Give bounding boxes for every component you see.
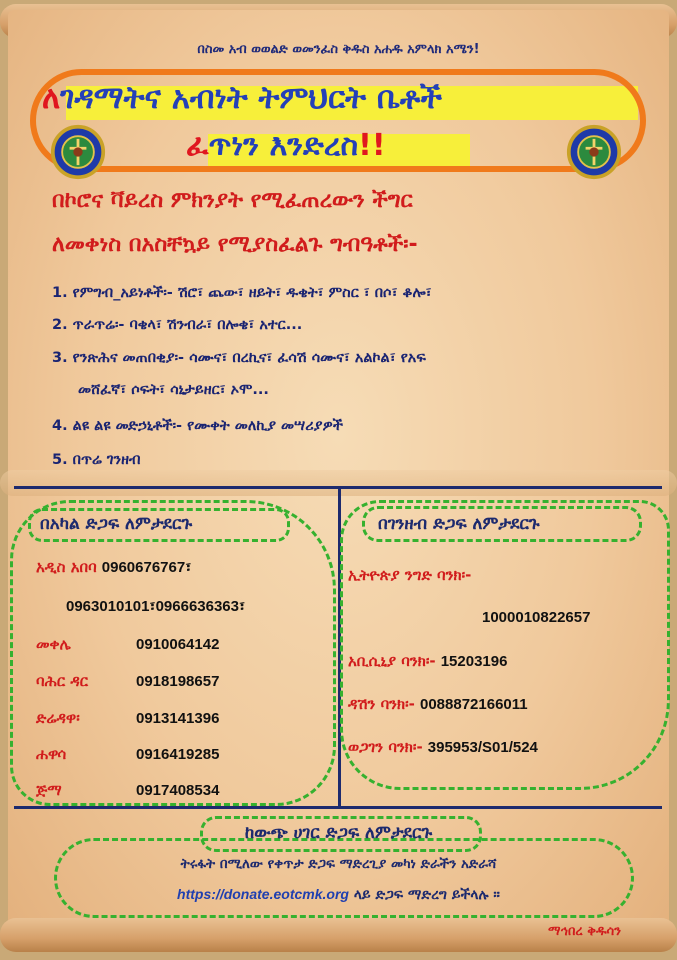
abroad-url-suffix: ላይ ድጋፍ ማድረግ ይችላሉ ። (348, 887, 500, 903)
table-row (36, 634, 71, 653)
list-text: የምግብ_አይነቶች፡- ሽሮ፣ ጨው፣ ዘይት፣ ዱቄት፣ ምስር ፣ በሶ፣ ቆሎ፣ (72, 285, 432, 301)
phone-number: 0918198657 (136, 673, 220, 690)
bank-name: ኢትዮጵያ ንግድ ባንክ፡- (348, 566, 472, 584)
list-item (52, 285, 432, 301)
section-divider-bottom (14, 806, 662, 809)
headline-rest-1: ገዳማትና አብነት ትምህርት ቤቶች (60, 80, 443, 116)
list-number: 1. (52, 285, 68, 301)
phone-number: 0960676767፣ (101, 559, 192, 576)
list-item (348, 651, 507, 670)
city-name: ድሬዳዋ፡ (36, 709, 80, 727)
donate-link[interactable]: https://donate.eotcmk.org (177, 886, 349, 902)
city-name: ባሕር ዳር (36, 672, 89, 690)
headline-line-2 (186, 128, 386, 163)
mk-emblem-icon (50, 124, 106, 180)
phone-number: 0913141396 (136, 710, 220, 727)
list-text: በጥሬ ገንዘብ (72, 452, 141, 468)
list-item (52, 452, 140, 468)
list-number: 4. (52, 418, 68, 434)
table-row (136, 634, 219, 653)
city-name: አዲስ አበባ (36, 558, 97, 576)
account-number: 1000010822657 (482, 609, 591, 626)
list-text: ልዩ ልዩ መድኃኒቶች፡- የሙቀት መለኪያ መሣሪያዎች (72, 418, 343, 434)
city-name: መቀሌ (36, 635, 71, 653)
list-item (348, 565, 471, 584)
in-person-title: በአካል ድጋፍ ለምታደርጉ (40, 514, 193, 534)
subheading-line-2: ለመቀነስ በአስቸኳይ የሚያስፈልጉ ግብዓቶች፡- (52, 232, 418, 257)
list-number: 2. (52, 317, 68, 333)
table-row (136, 744, 219, 763)
abroad-title: ከውጭ ሀገር ድጋፍ ለምታደርጉ (244, 823, 433, 843)
phone-number: 0916419285 (136, 746, 220, 763)
money-title: በገንዘብ ድጋፍ ለምታደርጉ (378, 514, 540, 534)
organization-signature: ማኅበረ ቅዱሳን (548, 924, 622, 939)
list-item (52, 350, 426, 398)
table-row (136, 671, 219, 690)
headline-exclaim: !! (358, 128, 386, 163)
abroad-url-line (0, 886, 677, 903)
table-row (66, 596, 245, 615)
headline-initial-1: ለ (42, 80, 61, 116)
bank-name: ወጋገን ባንክ፡- (348, 738, 423, 756)
list-text: የንጽሕና መጠበቂያ፡- ሳሙና፣ በረኪና፣ ፈሳሽ ሳሙና፣ አልኮል፣ የአፍ (72, 350, 426, 366)
list-text-continued: መሸፈኛ፣ ሶፍት፣ ሳኒታይዘር፣ ኦሞ... (78, 382, 269, 398)
bank-name: አቢሲኒያ ባንክ፡- (348, 652, 436, 670)
phone-number: 0917408534 (136, 782, 220, 799)
blessing-text: በስመ አብ ወወልድ ወመንፈስ ቅዱስ አሐዱ አምላክ አሜን! (197, 42, 480, 57)
subheading-line-1: በኮሮና ቫይረስ ምክንያት የሚፈጠረውን ችግር (52, 188, 413, 213)
headline-initial-2: ፈ (186, 128, 209, 163)
bank-name: ዳሽን ባንክ፡- (348, 695, 415, 713)
account-number: 0088872166011 (419, 696, 528, 713)
phone-number: 0963010101፣0966636363፣ (66, 598, 246, 615)
table-row (136, 708, 219, 727)
list-item (482, 607, 590, 626)
list-number: 3. (52, 350, 68, 366)
list-number: 5. (52, 452, 68, 468)
table-row (36, 671, 88, 690)
list-text: ጥራጥሬ፡- ባቄላ፣ ሽንብራ፣ በሎቄ፣ አተር... (72, 317, 303, 333)
list-item (52, 317, 302, 333)
abroad-text: ትሩፋት በሚለው የቀጥታ ድጋፍ ማድረጊያ መካነ ድራችን አድራሻ (180, 856, 497, 872)
account-number: 395953/S01/524 (427, 739, 538, 756)
table-row (36, 708, 80, 727)
headline-line-1 (42, 80, 442, 117)
account-number: 15203196 (440, 653, 508, 670)
list-item (348, 737, 538, 756)
city-name: ሐዋሳ (36, 745, 67, 763)
list-item (348, 694, 528, 713)
list-item (52, 418, 343, 434)
table-row (36, 557, 191, 576)
table-row (36, 780, 62, 799)
city-name: ጅማ (36, 781, 62, 799)
mk-emblem-icon (566, 124, 622, 180)
table-row (136, 780, 219, 799)
phone-number: 0910064142 (136, 636, 220, 653)
table-row (36, 744, 66, 763)
headline-rest-2: ጥነን እንድረስ (208, 128, 359, 163)
